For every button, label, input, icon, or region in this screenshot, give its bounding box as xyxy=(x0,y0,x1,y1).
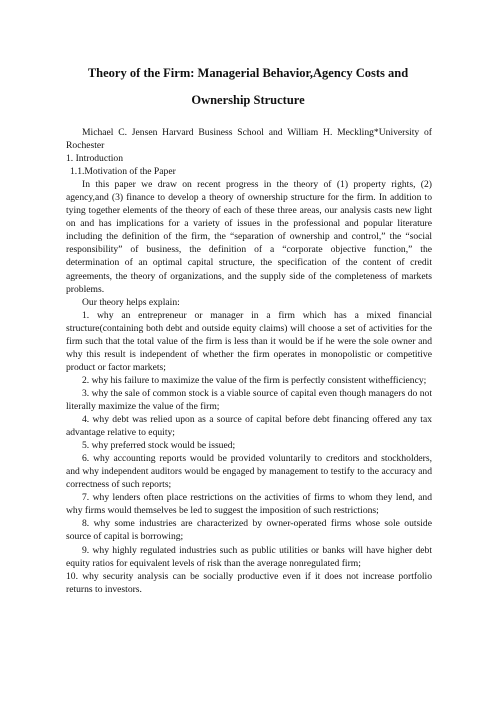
list-item: 8. why some industries are characterized by owner-operated firms whose sole outside source of capital is borrowing; xyxy=(66,518,432,543)
section-heading: 1. Introduction xyxy=(66,153,124,165)
list-item: 10. why security analysis can be socially productive even if it does not increase portfolio returns to investors. xyxy=(66,570,432,595)
list-item: 4. why debt was relied upon as a source of capital before debt financing offered any tax advantage relative to equity; xyxy=(66,414,432,439)
list-item: 2. why his failure to maximize the value of the firm is perfectly consistent withefficiency; xyxy=(82,374,427,386)
list-item: 5. why preferred stock would be issued; xyxy=(82,440,236,452)
subsection-heading: 1.1.Motivation of the Paper xyxy=(70,166,176,178)
list-item: 1. why an entrepreneur or manager in a firm which has a mixed financial structure(containing both debt and outside equity claims) will choose a set of activities for the firm such that the total value of the firm is less than it would be if he were the sole owner and why this result is independent of whether the firm operates in monopolistic or competitive product or factor markets; xyxy=(66,309,432,373)
document-body xyxy=(66,126,432,596)
paper-title-line-1: Theory of the Firm: Managerial Behavior,Agency Costs and xyxy=(87,66,409,80)
list-item: 9. why highly regulated industries such as public utilities or banks will have higher debt equity ratios for equivalent levels of risk than the average nonregulated firm; xyxy=(66,544,432,569)
list-item: 3. why the sale of common stock is a viable source of capital even though managers do not literally maximize the value of the firm; xyxy=(66,387,432,412)
list-item: 7. why lenders often place restrictions on the activities of firms to whom they lend, and why firms would themselves be led to suggest the imposition of such restrictions; xyxy=(66,492,432,517)
lead-in-text: Our theory helps explain: xyxy=(82,296,180,308)
intro-paragraph: In this paper we draw on recent progress in the theory of (1) property rights, (2) agency,and (3) finance to develop a theory of ownership structure for the firm. In addition to tying together elements of the theory of each of these three areas, our analysis casts new light on and has implications for a variety of issues in the professional and popular literature including the definition of the firm, the “separation of ownership and control,” the “social responsibility” of business, the definition of a “corporate objective function,” the determination of an optimal capital structure, the specification of the content of credit agreements, the theory of organizations, and the supply side of the completeness of markets problems. xyxy=(66,179,432,295)
paper-title-line-2: Ownership Structure xyxy=(191,93,305,107)
authors-line: Michael C. Jensen Harvard Business School and William H. Meckling*University of Rochester xyxy=(66,127,432,152)
list-item: 6. why accounting reports would be provided voluntarily to creditors and stockholders, and why independent auditors would be engaged by management to testify to the accuracy and correctness of such reports; xyxy=(66,453,432,491)
